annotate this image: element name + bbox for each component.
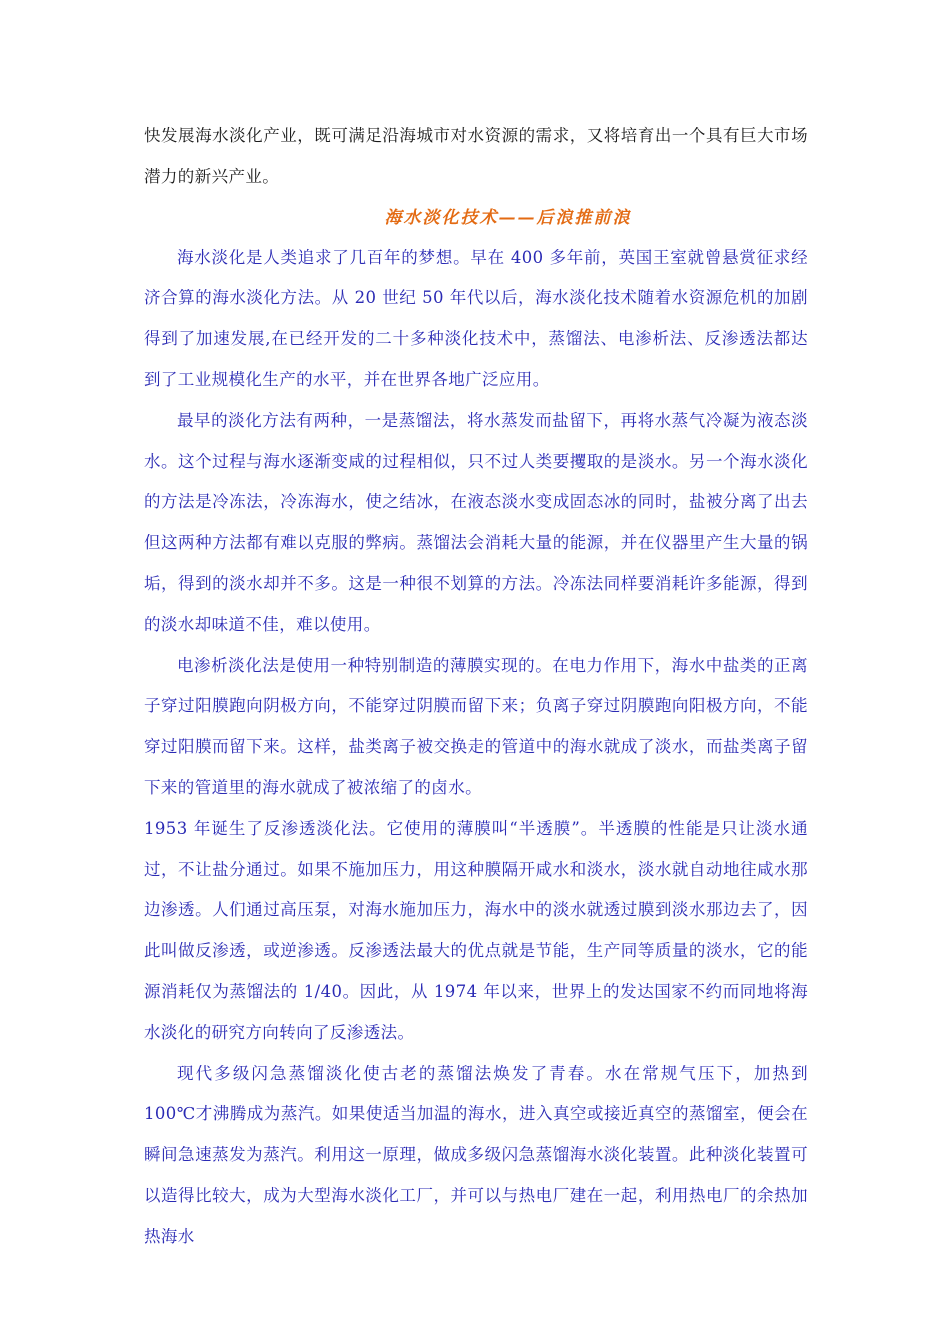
document-page [144,116,808,1258]
section-heading: 海水淡化技术——后浪推前浪 [384,207,632,228]
paragraph-flash-distillation: 现代多级闪急蒸馏淡化使古老的蒸馏法焕发了青春。水在常规气压下，加热到 100℃才沸腾成为蒸汽。如果使适当加温的海水，进入真空或接近真空的蒸馏室，便会在瞬间急速蒸发为蒸汽。利用这一原理，做成多级闪急蒸馏海水淡化装置。此种淡化装置可以造得比较大，成为大型海水淡化工厂，并可以与热电厂建在一起，利用热电厂的余热加热海水 [144,1063,808,1246]
paragraph-reverse-osmosis: 1953 年诞生了反渗透淡化法。它使用的薄膜叫“半透膜”。半透膜的性能是只让淡水通过，不让盐分通过。如果不施加压力，用这种膜隔开咸水和淡水，淡水就自动地往咸水那边渗透。人们通过高压泵，对海水施加压力，海水中的淡水就透过膜到淡水那边去了，因此叫做反渗透，或逆渗透。反渗透法最大的优点就是节能，生产同等质量的淡水，它的能源消耗仅为蒸馏法的 1/40。因此，从 1974 年以来，世界上的发达国家不约而同地将海水淡化的研究方向转向了反渗透法。 [144,818,808,1042]
paragraph-history: 海水淡化是人类追求了几百年的梦想。早在 400 多年前，英国王室就曾悬赏征求经济合算的海水淡化方法。从 20 世纪 50 年代以后，海水淡化技术随着水资源危机的加剧得到了加速发展,在已经开发的二十多种淡化技术中，蒸馏法、电渗析法、反渗透法都达到了工业规模化生产的水平，并在世界各地广泛应用。 [144,247,808,389]
paragraph-electrodialysis: 电渗析淡化法是使用一种特别制造的薄膜实现的。在电力作用下，海水中盐类的正离子穿过阳膜跑向阴极方向，不能穿过阴膜而留下来；负离子穿过阴膜跑向阳极方向，不能穿过阳膜而留下来。这样，盐类离子被交换走的管道中的海水就成了淡水，而盐类离子留下来的管道里的海水就成了被浓缩了的卤水。 [144,655,808,797]
intro-paragraph: 快发展海水淡化产业，既可满足沿海城市对水资源的需求，又将培育出一个具有巨大市场潜力的新兴产业。 [144,126,808,186]
paragraph-early-methods: 最早的淡化方法有两种，一是蒸馏法，将水蒸发而盐留下，再将水蒸气冷凝为液态淡水。这个过程与海水逐渐变咸的过程相似，只不过人类要攫取的是淡水。另一个海水淡化的方法是冷冻法，冷冻海水，使之结冰，在液态淡水变成固态冰的同时，盐被分离了出去但这两种方法都有难以克服的弊病。蒸馏法会消耗大量的能源，并在仪器里产生大量的锅垢，得到的淡水却并不多。这是一种很不划算的方法。冷冻法同样要消耗许多能源，得到的淡水却味道不佳，难以使用。 [144,410,808,634]
